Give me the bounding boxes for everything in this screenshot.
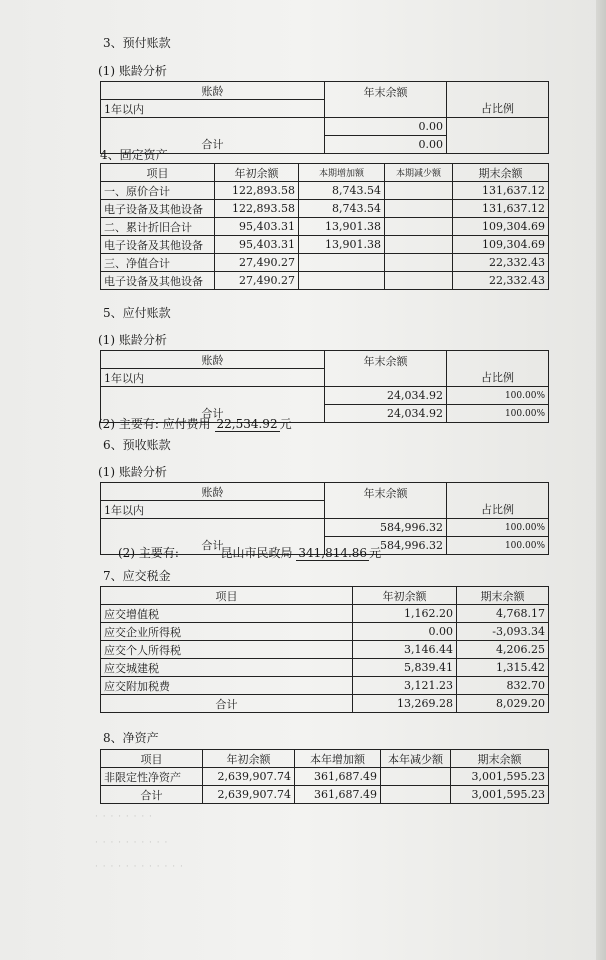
cell-increase: 8,743.54 [299,200,385,218]
cell-item: 应交增值税 [101,605,353,623]
cell-ratio [447,136,549,154]
cell-total-ratio: 100.00% [447,405,549,423]
table-row [101,659,549,677]
note-prefix: (2) 主要有: [118,546,179,560]
section-3-subheading: (1) 账龄分析 [98,64,167,78]
cell-end: -3,093.34 [457,623,549,641]
cell-decrease [381,768,451,786]
cell-increase: 8,743.54 [299,182,385,200]
cell-begin: 95,403.31 [215,236,299,254]
cell-decrease [381,786,451,804]
cell-end: 4,206.25 [457,641,549,659]
note-unit: 元 [369,546,382,560]
cell-begin: 0.00 [353,623,457,641]
table-row [101,254,549,272]
cell-decrease [385,236,453,254]
header-cell: 账龄 [101,483,325,501]
header-cell: 期末余额 [457,587,549,605]
cell-end: 22,332.43 [453,272,549,290]
cell-item: 二、累计折旧合计 [101,218,215,236]
header-cell: 期末余额 [451,750,549,768]
note-amount: 341,814.86 [298,546,368,560]
cell-begin: 3,146.44 [353,641,457,659]
cell-increase [299,254,385,272]
cell-end: 4,768.17 [457,605,549,623]
header-cell: 年初余额 [203,750,295,768]
cell-decrease [385,182,453,200]
table-row [101,272,549,290]
cell-begin: 1,162.20 [353,605,457,623]
table-row [101,369,549,387]
cell-decrease [385,200,453,218]
cell-item: 应交城建税 [101,659,353,677]
cell-increase: 13,901.38 [299,236,385,254]
cell-decrease [385,254,453,272]
header-cell [447,82,549,100]
table-row [101,236,549,254]
cell-total-begin: 13,269.28 [353,695,457,713]
cell-age: 1年以内 [101,369,325,387]
cell-age: 1年以内 [101,100,325,118]
table-total-row [101,786,549,804]
header-cell: 账龄 [101,351,325,369]
cell-ratio [447,118,549,136]
table-row [101,387,549,405]
header-cell: 项目 [101,750,203,768]
section-3-heading: 3、预付账款 [103,36,171,50]
cell-balance: 0.00 [325,118,447,136]
cell-total-balance: 0.00 [325,136,447,154]
cell-begin: 5,839.41 [353,659,457,677]
cell-ratio: 100.00% [447,387,549,405]
cell-balance [325,501,447,519]
header-cell: 年末余额 [325,351,447,369]
table-row [101,677,549,695]
cell-total-end: 8,029.20 [457,695,549,713]
cell-end: 131,637.12 [453,200,549,218]
cell-end: 832.70 [457,677,549,695]
payables-aging-table [100,350,549,423]
section-5-subheading: (1) 账龄分析 [98,333,167,347]
section-7-heading: 7、应交税金 [103,569,171,583]
table-row [101,100,549,118]
cell-begin: 27,490.27 [215,272,299,290]
section-5-heading: 5、应付账款 [103,306,171,320]
cell-begin: 3,121.23 [353,677,457,695]
header-cell: 本期减少额 [385,164,453,182]
cell-item: 应交企业所得税 [101,623,353,641]
cell-age: 1年以内 [101,501,325,519]
note-prefix: (2) 主要有: 应付费用 [98,417,211,431]
cell-end: 109,304.69 [453,236,549,254]
cell-begin: 27,490.27 [215,254,299,272]
header-cell: 项目 [101,587,353,605]
prepayment-aging-table [100,81,549,154]
cell-total-label: 合计 [101,405,325,423]
note-amount: 22,534.92 [216,417,278,431]
table-row [101,641,549,659]
cell-total-label: 合计 [101,537,325,555]
section-6-subheading: (1) 账龄分析 [98,465,167,479]
cell-item: 非限定性净资产 [101,768,203,786]
table-header-row [101,82,549,100]
table-header-row [101,351,549,369]
cell-balance: 584,996.32 [325,519,447,537]
header-cell: 年初余额 [215,164,299,182]
cell-item: 应交个人所得税 [101,641,353,659]
cell-end: 131,637.12 [453,182,549,200]
cell-item: 电子设备及其他设备 [101,200,215,218]
cell-age [101,387,325,405]
page-edge [596,0,606,960]
table-row [101,605,549,623]
cell-ratio: 100.00% [447,519,549,537]
cell-begin: 122,893.58 [215,182,299,200]
table-row [101,118,549,136]
header-cell: 本年减少额 [381,750,451,768]
table-header-row [101,483,549,501]
bleed-through-mark: · · · · · · · · · · · · [95,862,184,872]
header-cell: 占比例 [447,501,549,519]
cell-decrease [385,218,453,236]
cell-end: 1,315.42 [457,659,549,677]
cell-begin: 2,639,907.74 [203,768,295,786]
header-cell: 年末余额 [325,483,447,501]
cell-balance [325,369,447,387]
cell-increase: 361,687.49 [295,786,381,804]
cell-item: 一、原价合计 [101,182,215,200]
bleed-through-mark: · · · · · · · · · · [95,838,169,848]
cell-total-ratio: 100.00% [447,537,549,555]
table-header-row [101,587,549,605]
payables-note [98,415,292,432]
table-row [101,501,549,519]
cell-age [101,519,325,537]
header-cell [447,351,549,369]
table-row [101,768,549,786]
advance-receipts-note [118,544,381,561]
cell-increase: 13,901.38 [299,218,385,236]
bleed-through-mark: · · · · · · · · [95,812,153,822]
table-row [101,200,549,218]
note-party: 昆山市民政局 [220,546,293,560]
fixed-assets-table [100,163,549,290]
cell-balance [325,100,447,118]
cell-begin: 95,403.31 [215,218,299,236]
header-cell: 期末余额 [453,164,549,182]
header-cell [447,483,549,501]
cell-end: 22,332.43 [453,254,549,272]
net-assets-table [100,749,549,804]
header-cell: 年末余额 [325,82,447,100]
table-row [101,182,549,200]
header-cell: 占比例 [447,100,549,118]
table-header-row [101,164,549,182]
cell-total-balance: 584,996.32 [325,537,447,555]
table-header-row [101,750,549,768]
cell-total-label: 合计 [101,695,353,713]
header-cell: 年初余额 [353,587,457,605]
table-row [101,519,549,537]
cell-total-label: 合计 [101,136,325,154]
cell-increase [299,272,385,290]
header-cell: 本年增加额 [295,750,381,768]
header-cell: 占比例 [447,369,549,387]
cell-end: 3,001,595.23 [451,786,549,804]
cell-item: 应交附加税费 [101,677,353,695]
cell-decrease [385,272,453,290]
section-4-heading: 4、固定资产 [100,148,168,162]
header-cell: 账龄 [101,82,325,100]
cell-increase: 361,687.49 [295,768,381,786]
cell-end: 3,001,595.23 [451,768,549,786]
cell-total-balance: 24,034.92 [325,405,447,423]
section-6-heading: 6、预收账款 [103,438,171,452]
cell-item: 电子设备及其他设备 [101,272,215,290]
header-cell: 项目 [101,164,215,182]
table-row [101,623,549,641]
cell-begin: 122,893.58 [215,200,299,218]
note-unit: 元 [279,417,292,431]
cell-begin: 2,639,907.74 [203,786,295,804]
cell-end: 109,304.69 [453,218,549,236]
cell-item: 三、净值合计 [101,254,215,272]
cell-age [101,118,325,136]
header-cell: 本期增加额 [299,164,385,182]
cell-balance: 24,034.92 [325,387,447,405]
cell-item: 电子设备及其他设备 [101,236,215,254]
table-total-row [101,695,549,713]
table-row [101,218,549,236]
cell-item: 合计 [101,786,203,804]
section-8-heading: 8、净资产 [103,731,159,745]
taxes-payable-table [100,586,549,713]
